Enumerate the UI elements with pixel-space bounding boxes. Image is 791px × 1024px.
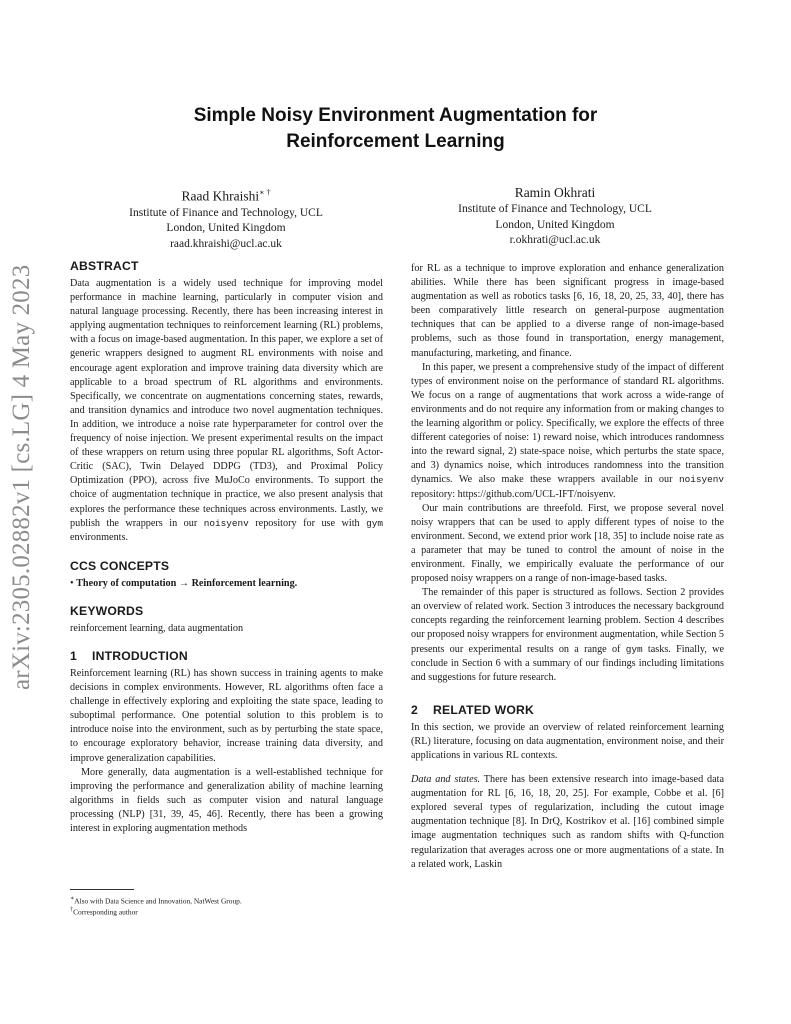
abstract-text: Data augmentation is a widely used technique for improving model performance in machine learning, particularly in computer vision and natural language processing. Recently, there has been increasing interest in applying augmentation techniques to reinforcement learning (RL) problems, with a focus on image-based augmentation. In this paper, we explore a set of generic wrappers designed to augment RL environments with noise and encourage agent exploration and improve training data diversity which are applicable to a broad spectrum of RL algorithms and environments. Specifically, we concentrate on augmentations concerning states, rewards, and transition dynamics and introduce two novel augmentation techniques. In addition, we introduce a noise rate hyperparameter for control over the frequency of noise injection. We present experimental results on the impact of these wrappers on return using three popular RL algorithms, Soft Actor-Critic (SAC), Twin Delayed DDPG (TD3), and Proximal Policy Optimization (PPO), across five MuJoCo environments. To support the choice of augmentation technique in practice, we also present analysis that explores the performance these techniques across environments. Lastly, we publish the wrappers in our noisyenv repository for use with gym environments. — [70, 278, 384, 543]
intro-paragraph-3: In this paper, we present a comprehensive study of the impact of different types of environment noise on the performance of standard RL algorithms. We focus on a range of augmentations that work across a wide-range of environments and do not require any information from or making changes to the learning algorithm or policy. Specifically, we explore the effects of three different categories of noise: 1) reward noise, which introduces randomness into the reward signal, 2) state-space noise, which perturbs the state space, and 3) dynamics noise, which introduces randomness into the transition dynamics. We also make these wrappers available in our noisyenv repository: https://github.com/UCL-IFT/noisyenv. — [411, 361, 725, 500]
author-name: Raad Khraishi — [181, 188, 260, 204]
intro-paragraph-2: More generally, data augmentation is a well-established technique for improving the performance and generalization ability of machine learning algorithms in fields such as computer vision and natural language processing (NLP) [31, 39, 45, 46]. Recently, there has been a growing interest in exploring augmentation methods — [70, 766, 383, 834]
keywords-heading: KEYWORDS — [70, 603, 144, 618]
left-column — [70, 258, 383, 836]
related-paragraph-1: In this section, we provide an overview of related reinforcement learning (RL) literature, focusing on data augmentation, environment noise, and their applications in various RL contexts. — [411, 721, 724, 761]
section-heading-related-work: 2 RELATED WORK — [411, 702, 535, 717]
footnote-rule — [70, 889, 134, 890]
footnote-1: ∗Also with Data Science and Innovation, NatWest Group. — [70, 896, 242, 906]
ccs-text: • Theory of computation → Reinforcement learning. — [70, 577, 298, 589]
author-email[interactable]: raad.khraishi@ucl.ac.uk — [170, 237, 282, 250]
right-column — [411, 262, 724, 872]
intro-paragraph-1: Reinforcement learning (RL) has shown success in training agents to make decisions in complex environments. However, RL algorithms often face a challenge in effectively exploring and exploiting the state space, leading to suboptimal performance. One potential solution to this problem is to introduce noise into the environment, such as by perturbing the state space, to encourage exploratory behavior, increase training data diversity, and improve generalization capabilities. — [70, 667, 383, 764]
related-paragraph-2: Data and states. There has been extensive research into image-based data augmentation for RL [6, 16, 18, 20, 25]. For example, Cobbe et al. [6] explored several types of regularization, including the cutout image augmentation technique [8]. In DrQ, Kostrikov et al. [16] combined simple image augmentation techniques such as random shifts with Q-function regularization that averages across one or more augmentations of a state. In a related work, Laskin — [411, 774, 724, 870]
footnote-2: †Corresponding author — [70, 907, 138, 917]
author-affiliation: Institute of Finance and Technology, UCL — [458, 203, 652, 215]
author-affiliation: Institute of Finance and Technology, UCL — [129, 206, 323, 219]
author-name: Ramin Okhrati — [514, 185, 596, 200]
title-line-2: Reinforcement Learning — [286, 131, 505, 152]
title-line-1: Simple Noisy Environment Augmentation for — [193, 105, 598, 126]
author-location: London, United Kingdom — [495, 218, 615, 231]
intro-paragraph-4: Our main contributions are threefold. First, we propose several novel noisy wrappers that can be used to apply different types of noise to the environment. Second, we extend prior work [18, 35] to include noise rate as a parameter that may be tuned to control the amount of noise in the environment. Finally, we empirically evaluate the performance of our proposed noisy wrappers on a range of non-image-based tasks. — [411, 502, 724, 585]
author-location: London, United Kingdom — [166, 222, 286, 234]
author-block-2 — [425, 183, 685, 249]
intro-paragraph-5: The remainder of this paper is structured as follows. Section 2 provides an overview of related work. Section 3 introduces the necessary background concepts regarding the reinforcement learning problem. Section 4 describes our proposed noisy wrappers for environment augmentation, while Section 5 presents our experimental results on a range of gym tasks. Finally, we conclude in Section 6 with a summary of our findings including limitations and suggestions for future research. — [411, 587, 725, 683]
author-marks: ∗ † — [259, 188, 271, 197]
arxiv-identifier: arXiv:2305.02882v1 [cs.LG] 4 May 2023 — [8, 264, 35, 690]
author-email[interactable]: r.okhrati@ucl.ac.uk — [509, 234, 601, 246]
abstract-heading: ABSTRACT — [70, 259, 139, 273]
author-block-1 — [96, 183, 356, 252]
keywords-text: reinforcement learning, data augmentation — [70, 622, 244, 634]
ccs-heading: CCS CONCEPTS — [70, 558, 170, 573]
intro-paragraph-2-continued: for RL as a technique to improve exploration and enhance generalization abilities. While there has been significant progress in image-based augmentation as well as robotics tasks [6, 16, 18, 20, 25, 33, 40], there has been comparatively little research on general-purpose augmentation techniques that can be applied to a diverse range of non-image-based problems, such as those found in transportation, energy management, manufacturing, marketing, and finance. — [411, 263, 724, 359]
section-heading-introduction: 1 INTRODUCTION — [70, 648, 188, 663]
paper-title — [100, 103, 691, 155]
